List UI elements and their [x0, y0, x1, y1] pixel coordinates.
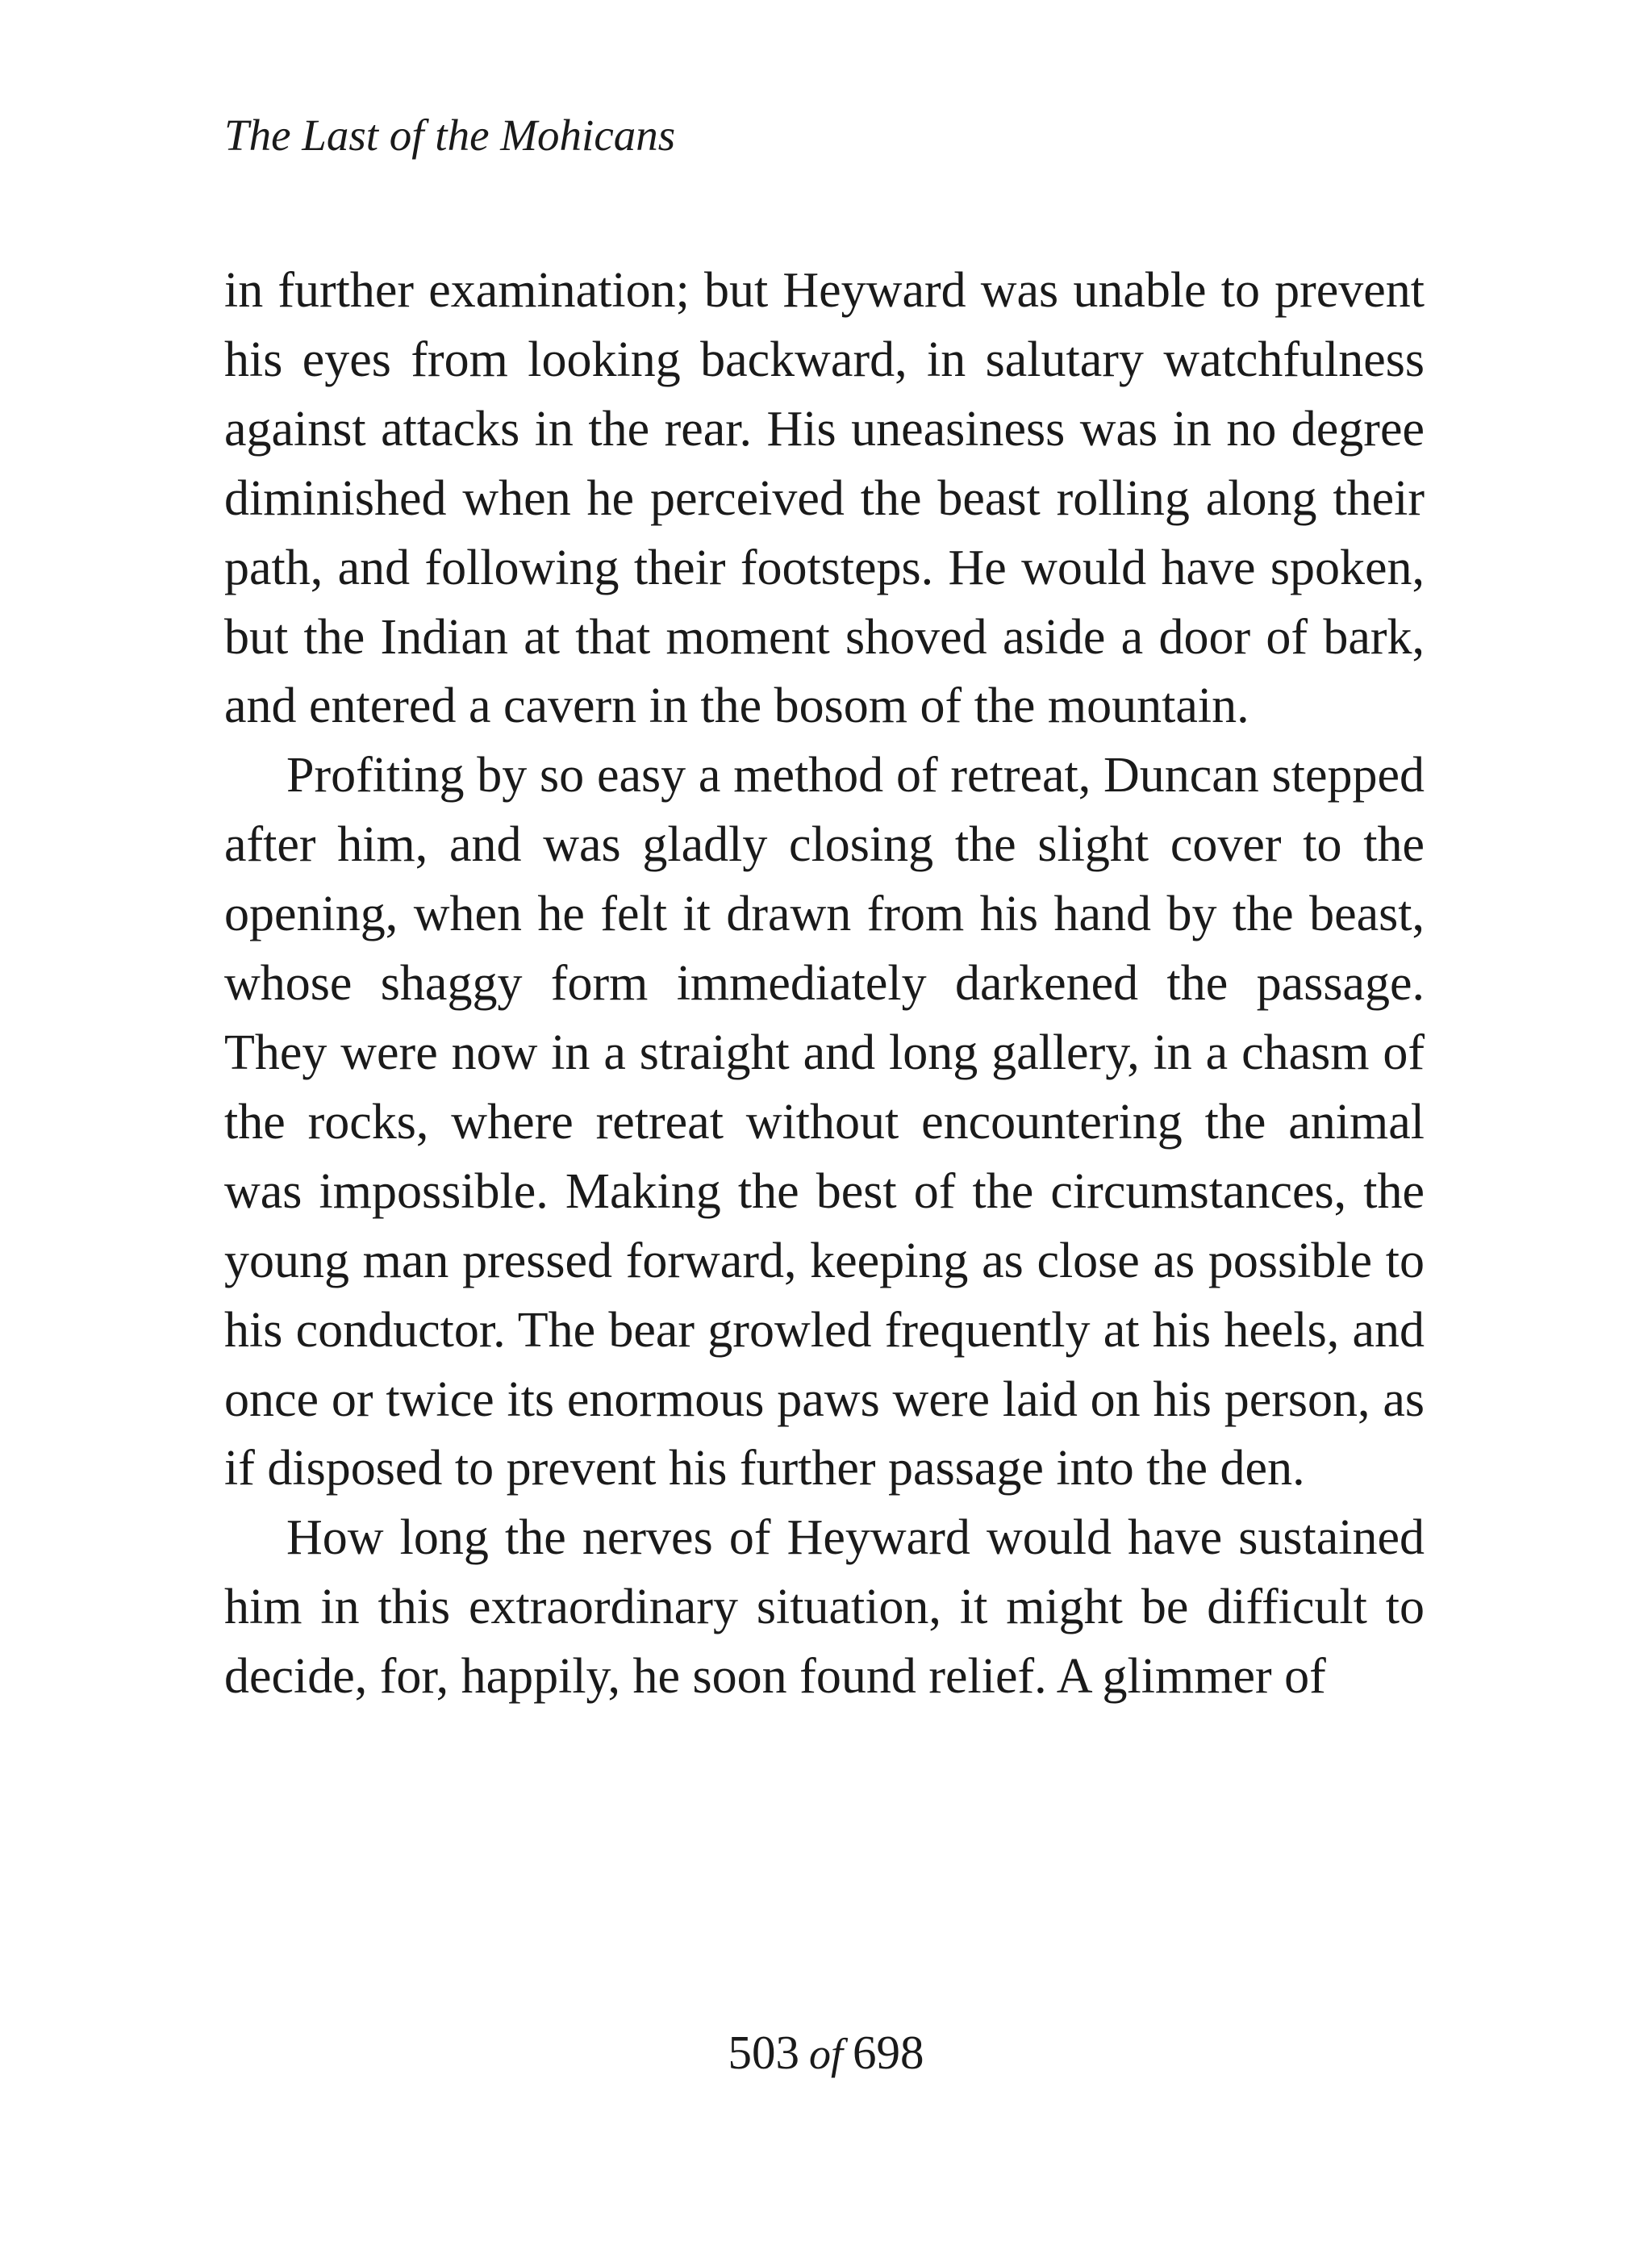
- page-number-current: 503: [728, 2026, 799, 2079]
- page-number-total: 698: [853, 2026, 924, 2079]
- paragraph-2: Profiting by so easy a method of retreat, Duncan stepped after him, and was gladly closing the slight cover to the opening, when he felt it drawn from his hand by the beast, whose shaggy form immediately darkened the passage. They were now in a straight and long gallery, in a chasm of the rocks, where retreat without encountering the animal was impossible. Making the best of the circumstances, the young man pressed forward, keeping as close as possible to his conductor. The bear growled frequently at his heels, and once or twice its enormous paws were laid on his person, as if disposed to prevent his further passage into the den.: [224, 748, 1425, 1496]
- paragraph-3: How long the nerves of Heyward would have sustained him in this extraordinary situation, it might be difficult to decide, for, happily, he soon found relief. A glimmer of: [224, 1510, 1425, 1705]
- page-number-separator: of: [808, 2030, 843, 2078]
- page-number: [0, 2020, 1652, 2086]
- body-text: [224, 257, 1425, 1712]
- running-head: The Last of the Mohicans: [224, 111, 676, 160]
- paragraph-1: in further examination; but Heyward was unable to prevent his eyes from looking backward, in salutary watchfulness against attacks in the rear. His uneasiness was in no degree diminished when he perceived the beast rolling along their path, and following their footsteps. He would have spoken, but the Indian at that moment shoved aside a door of bark, and entered a cavern in the bosom of the mountain.: [224, 263, 1425, 734]
